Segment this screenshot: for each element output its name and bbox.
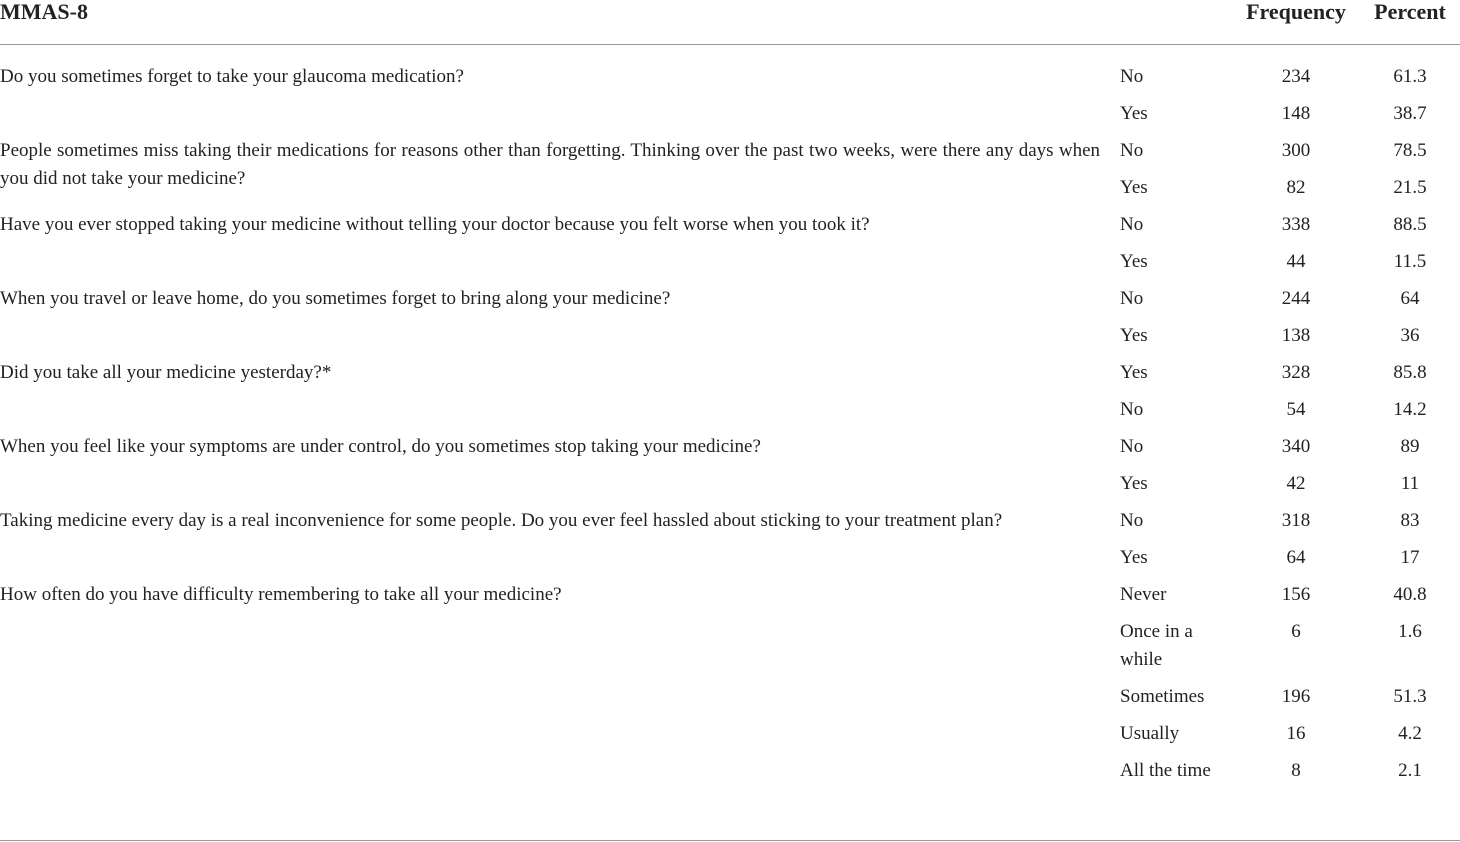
question-cell: When you travel or leave home, do you sometimes forget to bring along your medicine?	[0, 288, 671, 309]
frequency-cell: 300	[1281, 140, 1311, 161]
percent-cell: 38.7	[1393, 103, 1427, 124]
response-cell: Never	[1120, 584, 1167, 605]
frequency-cell: 338	[1281, 214, 1311, 235]
header-percent: Percent	[1360, 0, 1460, 45]
table-row	[0, 498, 1460, 535]
percent-cell: 11.5	[1393, 251, 1427, 272]
percent-cell: 14.2	[1393, 399, 1427, 420]
frequency-cell: 138	[1281, 325, 1311, 346]
frequency-cell: 148	[1281, 103, 1311, 124]
header-response	[1120, 0, 1232, 45]
table-row	[0, 202, 1460, 239]
question-cell: Did you take all your medicine yesterday?*	[0, 362, 332, 383]
frequency-cell: 340	[1281, 436, 1311, 457]
table-row	[0, 424, 1460, 461]
frequency-cell: 6	[1291, 621, 1301, 642]
percent-cell: 83	[1400, 510, 1420, 531]
percent-cell: 1.6	[1398, 621, 1422, 642]
response-cell: Yes	[1120, 473, 1148, 494]
response-cell: Yes	[1120, 325, 1148, 346]
response-cell: No	[1120, 399, 1144, 420]
frequency-cell: 64	[1286, 547, 1306, 568]
percent-cell: 11	[1400, 473, 1420, 494]
table-header	[0, 0, 1460, 45]
frequency-cell: 328	[1281, 362, 1311, 383]
response-cell: Once in a while	[1120, 621, 1193, 670]
frequency-cell: 16	[1286, 723, 1306, 744]
bottom-rule	[0, 840, 1460, 841]
table-row	[0, 128, 1460, 165]
question-cell: Have you ever stopped taking your medicine without telling your doctor because you felt worse when you took it?	[0, 214, 870, 235]
frequency-cell: 244	[1281, 288, 1311, 309]
response-cell: No	[1120, 288, 1144, 309]
frequency-cell: 234	[1281, 66, 1311, 87]
frequency-cell: 156	[1281, 584, 1311, 605]
percent-cell: 78.5	[1393, 140, 1427, 161]
frequency-cell: 318	[1281, 510, 1311, 531]
table-row	[0, 572, 1460, 609]
response-cell: Yes	[1120, 103, 1148, 124]
percent-cell: 85.8	[1393, 362, 1427, 383]
question-cell: Do you sometimes forget to take your glaucoma medication?	[0, 66, 464, 87]
percent-cell: 17	[1400, 547, 1420, 568]
response-cell: Sometimes	[1120, 686, 1205, 707]
table-row	[0, 45, 1460, 92]
frequency-cell: 196	[1281, 686, 1311, 707]
percent-cell: 4.2	[1398, 723, 1422, 744]
response-cell: Yes	[1120, 177, 1148, 198]
frequency-cell: 44	[1286, 251, 1306, 272]
percent-cell: 51.3	[1393, 686, 1427, 707]
percent-cell: 36	[1400, 325, 1420, 346]
percent-cell: 2.1	[1398, 760, 1422, 781]
percent-cell: 21.5	[1393, 177, 1427, 198]
response-cell: No	[1120, 66, 1144, 87]
response-cell: No	[1120, 436, 1144, 457]
frequency-cell: 82	[1286, 177, 1306, 198]
header-question: MMAS-8	[0, 0, 1120, 45]
question-cell: How often do you have difficulty remembering to take all your medicine?	[0, 584, 562, 605]
table-body	[0, 45, 1460, 786]
header-frequency: Frequency	[1232, 0, 1360, 45]
frequency-cell: 54	[1286, 399, 1306, 420]
question-cell: People sometimes miss taking their medications for reasons other than forgetting. Thinking over the past two weeks, were there any days when you did not take your medicine?	[0, 140, 1100, 189]
percent-cell: 64	[1400, 288, 1420, 309]
response-cell: Yes	[1120, 362, 1148, 383]
percent-cell: 40.8	[1393, 584, 1427, 605]
response-cell: No	[1120, 140, 1144, 161]
response-cell: No	[1120, 214, 1144, 235]
header-row	[0, 0, 1460, 45]
response-cell: Yes	[1120, 251, 1148, 272]
frequency-cell: 8	[1291, 760, 1301, 781]
response-cell: Yes	[1120, 547, 1148, 568]
question-cell: Taking medicine every day is a real inconvenience for some people. Do you ever feel hassled about sticking to your treatment plan?	[0, 510, 1003, 531]
table-row	[0, 276, 1460, 313]
frequency-cell: 42	[1286, 473, 1306, 494]
percent-cell: 89	[1400, 436, 1420, 457]
response-cell: All the time	[1120, 760, 1211, 781]
table-row	[0, 350, 1460, 387]
response-cell: No	[1120, 510, 1144, 531]
percent-cell: 88.5	[1393, 214, 1427, 235]
response-cell: Usually	[1120, 723, 1180, 744]
question-cell: When you feel like your symptoms are under control, do you sometimes stop taking your medicine?	[0, 436, 761, 457]
percent-cell: 61.3	[1393, 66, 1427, 87]
